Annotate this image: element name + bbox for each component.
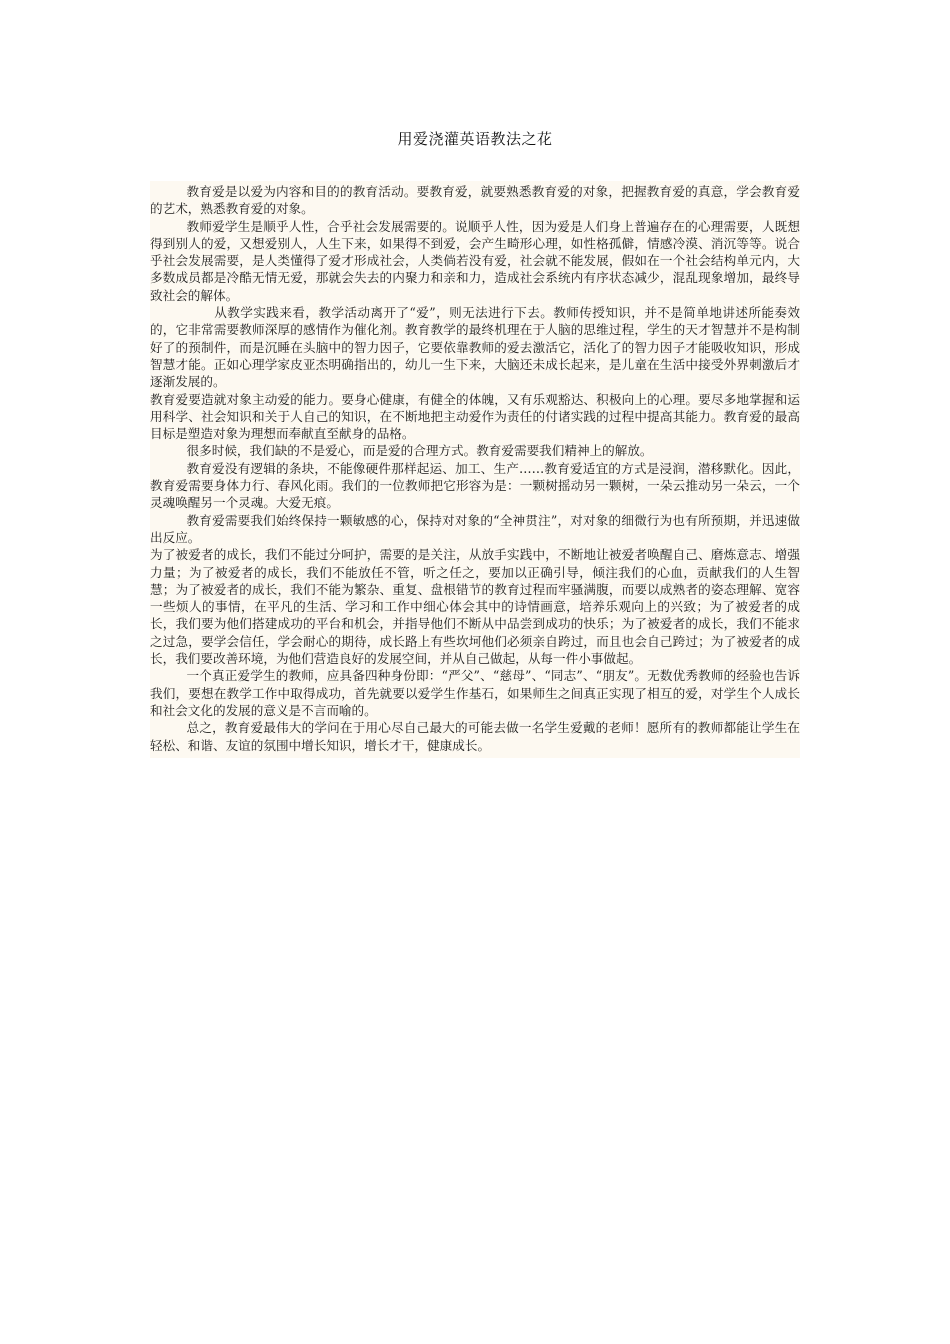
paragraph: 教育爱没有逻辑的条块，不能像硬件那样起运、加工、生产……教育爱适宜的方式是浸润，潜移默化。因此，教育爱需要身体力行、春风化雨。我们的一位教师把它形容为是：一颗树摇动另一颗树，一朵云推动另一朵云，一个灵魂唤醒另一个灵魂。大爱无痕。	[150, 460, 800, 511]
paragraph: 教育爱是以爱为内容和目的的教育活动。要教育爱，就要熟悉教育爱的对象，把握教育爱的真意，学会教育爱的艺术，熟悉教育爱的对象。	[150, 184, 800, 217]
paragraph: 教育爱要造就对象主动爱的能力。要身心健康，有健全的体魄，又有乐观豁达、积极向上的心理。要尽多地掌握和运用科学、社会知识和关于人自己的知识，在不断地把主动爱作为责任的付诸实践的过程中提高其能力。教育爱的最高目标是塑造对象为理想而奉献直至献身的品格。	[150, 391, 800, 442]
paragraph: 总之，教育爱最伟大的学问在于用心尽自己最大的可能去做一名学生爱戴的老师！愿所有的教师都能让学生在轻松、和谐、友谊的氛围中增长知识，增长才干，健康成长。	[150, 720, 800, 753]
article-body	[150, 181, 800, 758]
page-title: 用爱浇灌英语教法之花	[397, 130, 553, 148]
paragraph: 从教学实践来看，教学活动离开了“爱”，则无法进行下去。教师传授知识，并不是简单地讲述所能奏效的，它非常需要教师深厚的感情作为催化剂。教育教学的最终机理在于人脑的思维过程，学生的天才智慧并不是构制好了的预制件，而是沉睡在头脑中的智力因子，它要依靠教师的爱去激活它，活化了的智力因子才能吸收知识，形成智慧才能。正如心理学家皮亚杰明确指出的，幼儿一生下来，大脑还未成长起来，是儿童在生活中接受外界刺激后才逐渐发展的。	[150, 305, 800, 390]
paragraph: 为了被爱者的成长，我们不能过分呵护，需要的是关注，从放手实践中，不断地让被爱者唤醒自己、磨炼意志、增强力量；为了被爱者的成长，我们不能放任不管，听之任之，要加以正确引导，倾注我们的心血，贡献我们的人生智慧；为了被爱者的成长，我们不能为繁杂、重复、盘根错节的教育过程而牢骚满腹，而要以成熟者的姿态理解、宽容一些烦人的事情，在平凡的生活、学习和工作中细心体会其中的诗情画意，培养乐观向上的兴致；为了被爱者的成长，我们要为他们搭建成功的平台和机会，并指导他们不断从中品尝到成功的快乐；为了被爱者的成长，我们不能求之过急，要学会信任，学会耐心的期待，成长路上有些坎坷他们必须亲自跨过，而且也会自己跨过；为了被爱者的成长，我们要改善环境，为他们营造良好的发展空间，并从自己做起，从每一件小事做起。	[150, 547, 800, 667]
paragraph: 一个真正爱学生的教师，应具备四种身份即：“严父”、“慈母”、“同志”、“朋友”。无数优秀教师的经验也告诉我们，要想在教学工作中取得成功，首先就要以爱学生作基石，如果师生之间真正实现了相互的爱，对学生个人成长和社会文化的发展的意义是不言而喻的。	[150, 668, 800, 718]
paragraph: 教师爱学生是顺乎人性，合乎社会发展需要的。说顺乎人性，因为爱是人们身上普遍存在的心理需要，人既想得到别人的爱，又想爱别人，人生下来，如果得不到爱，会产生畸形心理，如性格孤僻，情感冷漠、消沉等等。说合乎社会发展需要，是人类懂得了爱才形成社会，人类倘若没有爱，社会就不能发展，假如在一个社会结构单元内，大多数成员都是冷酷无情无爱，那就会失去的内聚力和亲和力，造成社会系统内有序状态减少，混乱现象增加，最终导致社会的解体。	[150, 218, 800, 303]
paragraph: 教育爱需要我们始终保持一颗敏感的心，保持对对象的“全神贯注”，对对象的细微行为也有所预期，并迅速做出反应。	[150, 512, 800, 545]
paragraph: 很多时候，我们缺的不是爱心，而是爱的合理方式。教育爱需要我们精神上的解放。	[186, 443, 653, 459]
